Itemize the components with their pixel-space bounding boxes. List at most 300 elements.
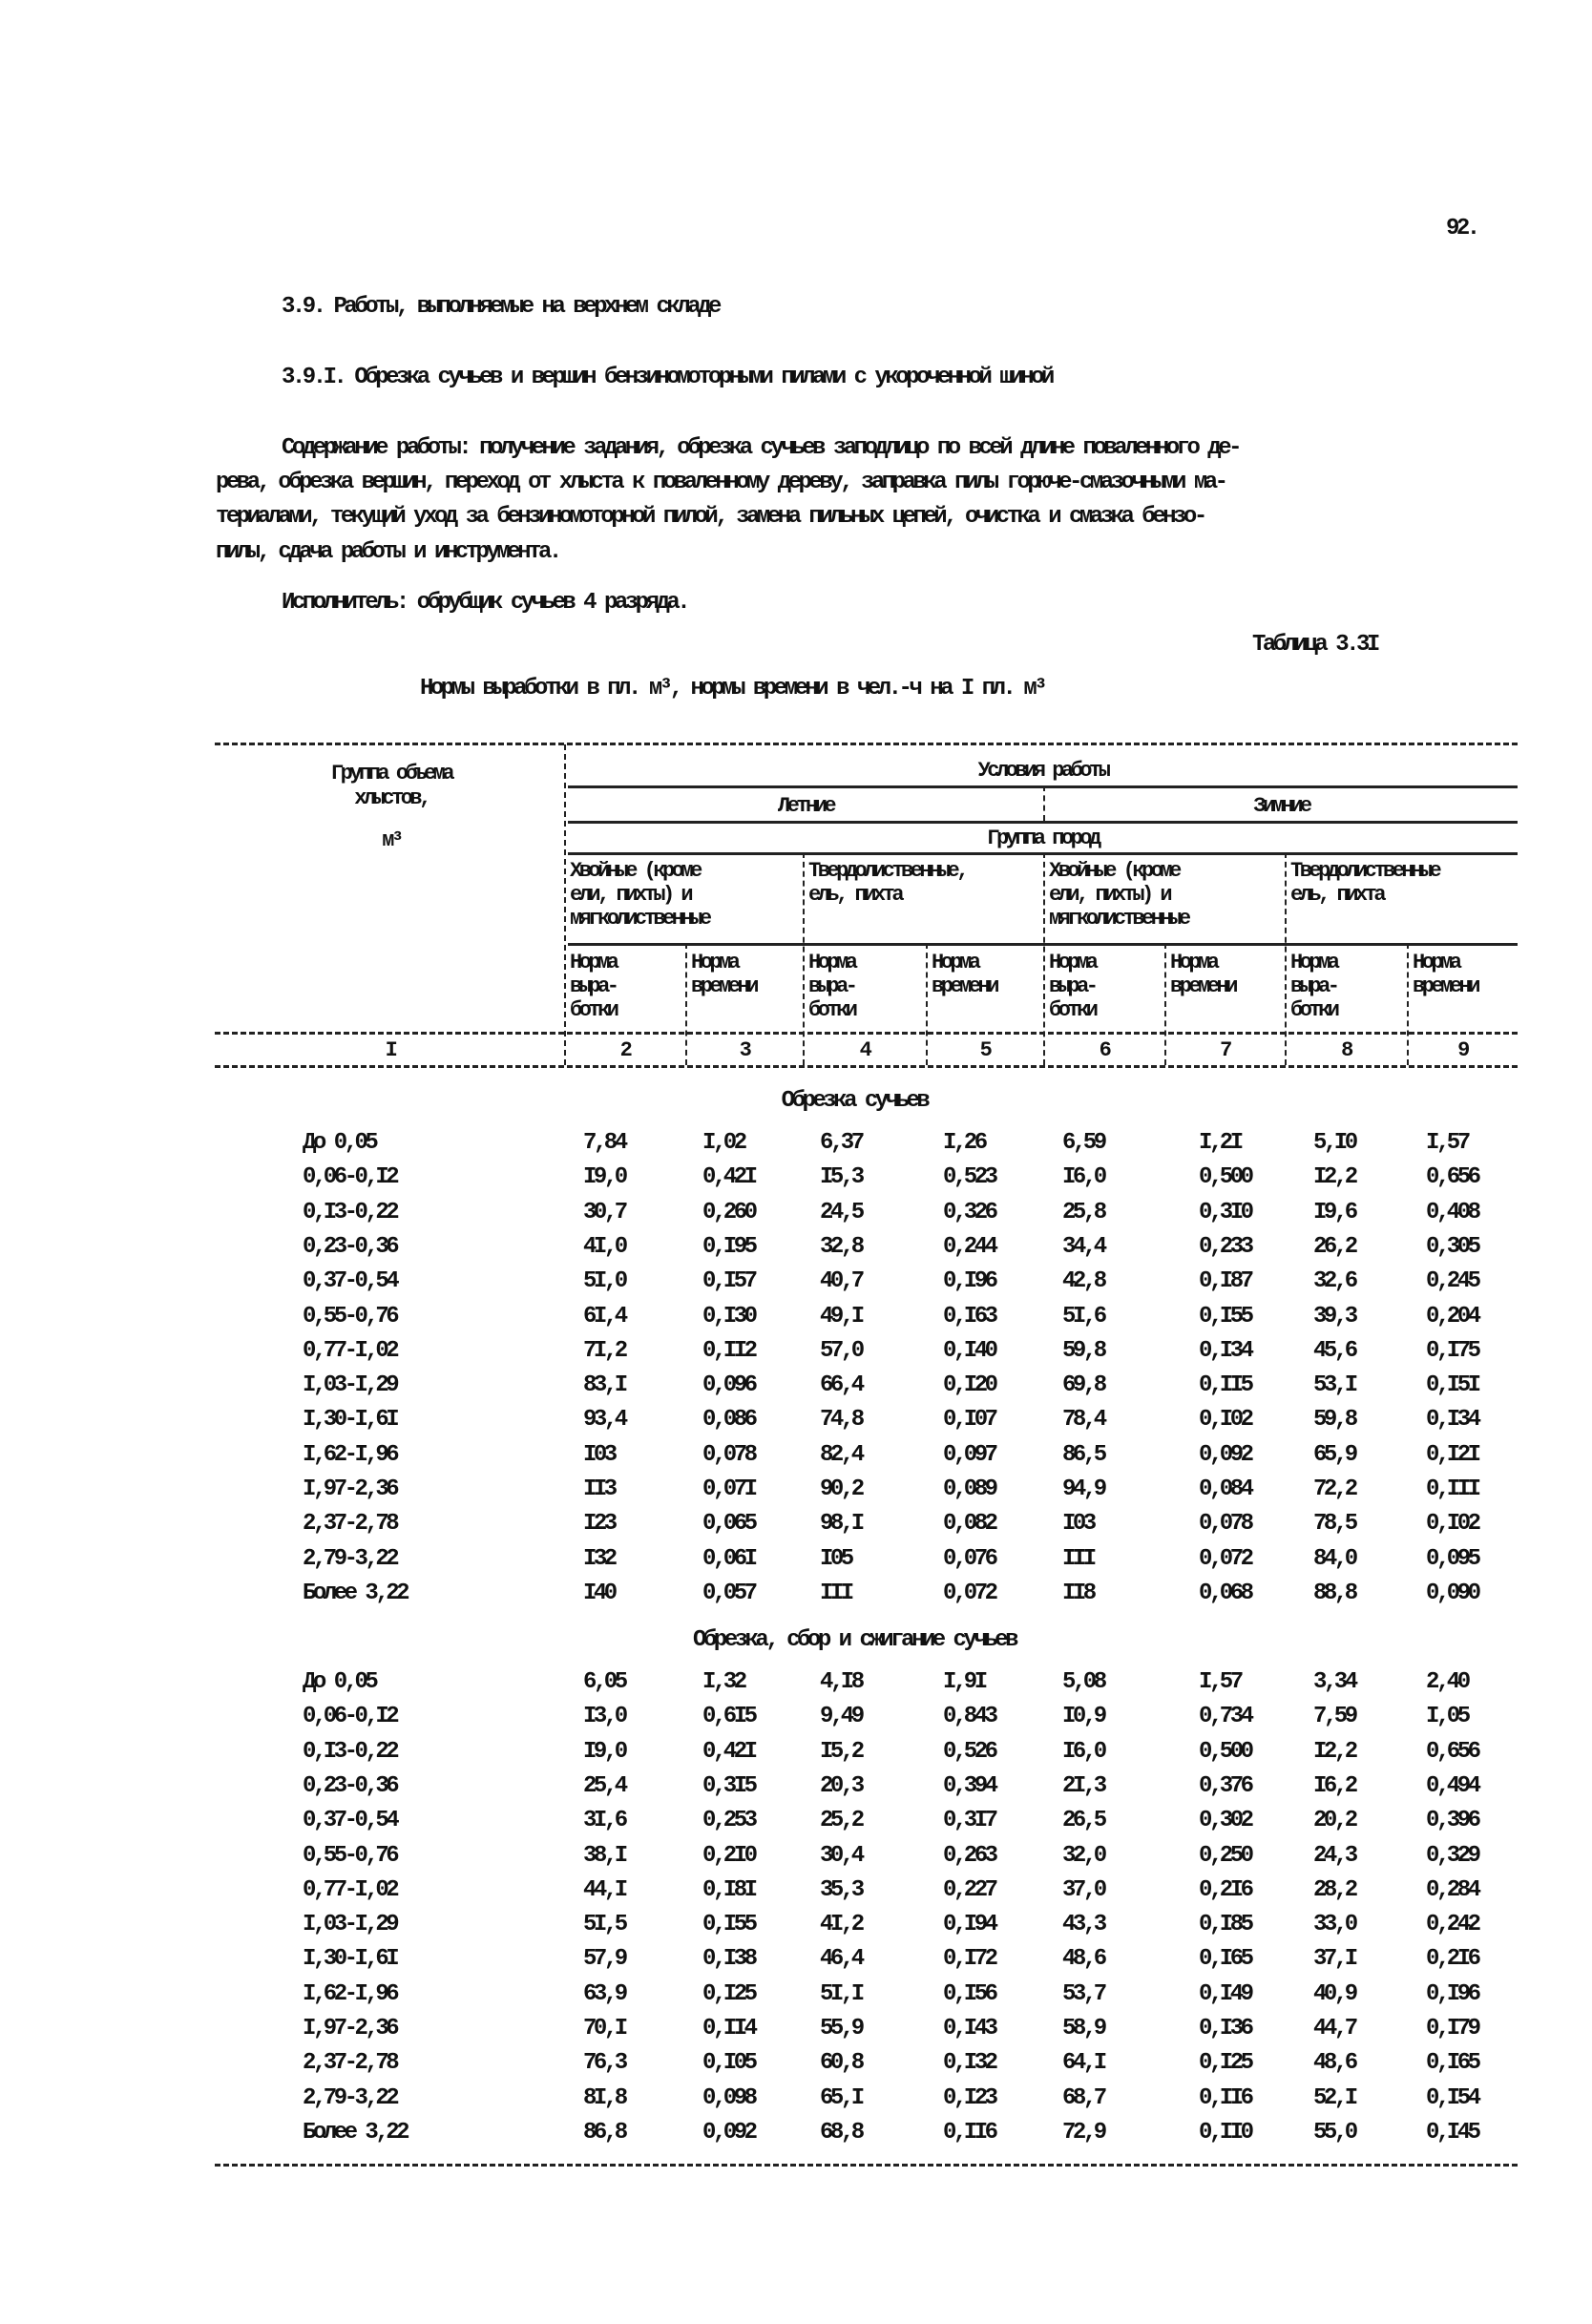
norm-output-header: Норма [570,951,617,974]
section-title: 3.9. Работы, выполняемые на верхнем складе [282,294,719,320]
value-cell: 0,I56 [943,1980,995,2007]
value-cell: 0,084 [1199,1476,1251,1502]
norm-output-header: ботки [808,998,855,1022]
value-cell: 0,089 [943,1476,995,1502]
group-volume-header: Группа объема [330,762,452,785]
column-number: 8 [1341,1038,1351,1062]
value-cell: 0,I75 [1426,1337,1478,1364]
value-cell: 0,I49 [1199,1980,1251,2007]
norm-time-header: времени [691,974,756,998]
value-cell: 26,5 [1062,1808,1104,1834]
volume-range-cell: 2,79-3,22 [303,2084,397,2111]
norm-time-header: Норма [691,951,738,974]
value-cell: 0,III [1426,1476,1478,1502]
value-cell: 0,I63 [943,1303,995,1329]
value-cell: I,9I [943,1669,985,1695]
value-cell: 0,097 [943,1441,995,1468]
value-cell: 32,6 [1313,1268,1355,1295]
value-cell: 72,9 [1062,2119,1104,2146]
value-cell: 57,9 [583,1946,625,1973]
value-cell: 0,I55 [1199,1303,1251,1329]
value-cell: I2,2 [1313,1738,1355,1765]
value-cell: 0,I94 [943,1912,995,1938]
group-volume-header: хлыстов, [354,786,429,810]
norm-time-header: Норма [932,951,978,974]
value-cell: I2,2 [1313,1164,1355,1191]
volume-range-cell: 2,37-2,78 [303,2050,397,2077]
value-cell: 65,9 [1313,1441,1355,1468]
value-cell: 93,4 [583,1407,625,1434]
value-cell: 76,3 [583,2050,625,2077]
value-cell: 30,4 [820,1842,862,1869]
value-cell: 69,8 [1062,1372,1104,1399]
value-cell: 0,3I0 [1199,1199,1251,1225]
value-cell: 0,I25 [702,1980,755,2007]
value-cell: I,57 [1199,1669,1241,1695]
value-cell: III [1062,1545,1094,1572]
value-cell: 0,I34 [1199,1337,1251,1364]
value-cell: 0,I34 [1426,1407,1478,1434]
norm-output-header: выра- [1049,974,1096,998]
value-cell: 39,3 [1313,1303,1355,1329]
value-cell: 0,I23 [943,2084,995,2111]
species-header: ели, пихты) и [570,883,691,907]
species-header: Твердолиственные [1290,859,1439,883]
value-cell: 0,3I7 [943,1808,995,1834]
value-cell: 26,2 [1313,1233,1355,1260]
value-cell: 37,I [1313,1946,1355,1973]
value-cell: 40,9 [1313,1980,1355,2007]
volume-range-cell: 0,77-I,02 [303,1337,397,1364]
volume-range-cell: 0,06-0,I2 [303,1704,397,1730]
value-cell: 0,082 [943,1511,995,1538]
value-cell: 8I,8 [583,2084,625,2111]
column-number: 9 [1457,1038,1467,1062]
section-heading: Обрезка, сбор и сжигание сучьев [693,1627,1016,1653]
value-cell: 0,305 [1426,1233,1478,1260]
volume-range-cell: 2,37-2,78 [303,1511,397,1538]
value-cell: 0,I05 [702,2050,755,2077]
value-cell: 4I,0 [583,1233,625,1260]
value-cell: 0,II4 [702,2016,755,2041]
value-cell: 0,I54 [1426,2084,1478,2111]
value-cell: 68,8 [820,2119,862,2146]
value-cell: 0,260 [702,1199,755,1225]
value-cell: 0,I02 [1426,1511,1478,1538]
value-cell: 35,3 [820,1876,862,1903]
value-cell: 0,I5I [1426,1372,1478,1399]
volume-range-cell: 0,55-0,76 [303,1842,397,1869]
value-cell: 0,I40 [943,1337,995,1364]
species-header: мягколиственные [1049,907,1188,931]
value-cell: 66,4 [820,1372,862,1399]
value-cell: 5I,0 [583,1268,625,1295]
value-cell: 5I,5 [583,1912,625,1938]
column-number: 3 [739,1038,749,1062]
value-cell: 0,I20 [943,1372,995,1399]
header-bottom-rule [215,1032,1518,1035]
value-cell: I03 [583,1441,615,1468]
volume-range-cell: 0,55-0,76 [303,1303,397,1329]
value-cell: 25,8 [1062,1199,1104,1225]
norm-output-header: выра- [1290,974,1337,998]
column-number: 2 [619,1038,630,1062]
volume-range-cell: 0,23-0,36 [303,1233,397,1260]
value-cell: 58,9 [1062,2016,1104,2041]
column-divider [1285,852,1287,1065]
volume-range-cell: Более 3,22 [303,1580,408,1606]
norm-time-header: времени [1170,974,1235,998]
value-cell: 74,8 [820,1407,862,1434]
value-cell: 0,057 [702,1580,755,1606]
value-cell: 64,I [1062,2050,1104,2077]
value-cell: 78,4 [1062,1407,1104,1434]
value-cell: 20,2 [1313,1808,1355,1834]
value-cell: 0,072 [943,1580,995,1606]
value-cell: 0,I45 [1426,2119,1478,2146]
value-cell: 24,5 [820,1199,862,1225]
value-cell: 0,302 [1199,1808,1251,1834]
volume-range-cell: Более 3,22 [303,2119,408,2146]
value-cell: 2I,3 [1062,1772,1104,1799]
norm-output-header: Норма [1049,951,1096,974]
value-cell: 0,734 [1199,1704,1251,1730]
value-cell: 98,I [820,1511,862,1538]
value-cell: 0,245 [1426,1268,1478,1295]
value-cell: 0,065 [702,1511,755,1538]
value-cell: 0,095 [1426,1545,1478,1572]
value-cell: 0,I25 [1199,2050,1251,2077]
value-cell: 53,7 [1062,1980,1104,2007]
norm-output-header: ботки [1290,998,1337,1022]
content-line: Содержание работы: получение задания, обрезка сучьев заподлицо по всей длине поваленного де- [282,435,1240,461]
value-cell: 0,376 [1199,1772,1251,1799]
value-cell: 25,4 [583,1772,625,1799]
value-cell: I03 [1062,1511,1094,1538]
value-cell: 0,I57 [702,1268,755,1295]
value-cell: I6,2 [1313,1772,1355,1799]
value-cell: 5I,I [820,1980,862,2007]
value-cell: 32,8 [820,1233,862,1260]
species-header: ель, пихта [1290,883,1384,907]
executor-line: Исполнитель: обрубщик сучьев 4 разряда. [282,590,688,616]
volume-range-cell: 2,79-3,22 [303,1545,397,1572]
value-cell: 20,3 [820,1772,862,1799]
norm-output-header: Норма [808,951,855,974]
species-group-header: Группа пород [987,827,1099,850]
value-cell: 0,I65 [1426,2050,1478,2077]
value-cell: 0,090 [1426,1580,1478,1606]
content-line: пилы, сдача работы и инструмента. [216,539,559,565]
value-cell: 37,0 [1062,1876,1104,1903]
value-cell: I6,0 [1062,1164,1104,1191]
value-cell: I3,0 [583,1704,625,1730]
species-header: Хвойные (кроме [570,859,700,883]
value-cell: 34,4 [1062,1233,1104,1260]
value-cell: 0,227 [943,1876,995,1903]
value-cell: I0,9 [1062,1704,1104,1730]
value-cell: 4I,2 [820,1912,862,1938]
value-cell: 38,I [583,1842,625,1869]
value-cell: 0,I72 [943,1946,995,1973]
value-cell: 59,8 [1313,1407,1355,1434]
column-number: 5 [979,1038,990,1062]
value-cell: 0,078 [1199,1511,1251,1538]
value-cell: 0,II2 [702,1337,755,1364]
value-cell: 0,263 [943,1842,995,1869]
value-cell: 0,396 [1426,1808,1478,1834]
value-cell: 70,I [583,2016,625,2041]
group-volume-unit: м³ [382,828,401,852]
content-line: рева, обрезка вершин, переход от хлыста к поваленному дереву, заправка пилы горюче-смазочными ма- [216,470,1225,495]
value-cell: 48,6 [1062,1946,1104,1973]
volume-range-cell: До 0,05 [303,1669,376,1695]
page-number: 92. [1446,216,1477,241]
value-cell: I05 [820,1545,851,1572]
value-cell: 5I,6 [1062,1303,1104,1329]
value-cell: 0,284 [1426,1876,1478,1903]
value-cell: I,02 [702,1130,744,1156]
value-cell: 72,2 [1313,1476,1355,1502]
volume-range-cell: 0,23-0,36 [303,1772,397,1799]
value-cell: 7,59 [1313,1704,1355,1730]
value-cell: 52,I [1313,2084,1355,2111]
value-cell: 24,3 [1313,1842,1355,1869]
value-cell: I9,0 [583,1738,625,1765]
volume-range-cell: 0,I3-0,22 [303,1738,397,1765]
value-cell: 0,098 [702,2084,755,2111]
column-divider [564,744,566,1065]
value-cell: 0,I07 [943,1407,995,1434]
value-cell: 0,I65 [1199,1946,1251,1973]
value-cell: 2,40 [1426,1669,1468,1695]
value-cell: 88,8 [1313,1580,1355,1606]
value-cell: 0,I55 [702,1912,755,1938]
value-cell: 82,4 [820,1441,862,1468]
value-cell: 48,6 [1313,2050,1355,2077]
value-cell: 84,0 [1313,1545,1355,1572]
column-number: I [385,1038,395,1062]
norm-time-header: времени [932,974,996,998]
section-heading: Обрезка сучьев [781,1088,928,1114]
volume-range-cell: 0,I3-0,22 [303,1199,397,1225]
value-cell: 5,08 [1062,1669,1104,1695]
value-cell: 0,I38 [702,1946,755,1973]
value-cell: 0,I96 [1426,1980,1478,2007]
value-cell: 0,2I6 [1426,1946,1478,1973]
column-number: 6 [1099,1038,1109,1062]
value-cell: 0,072 [1199,1545,1251,1572]
value-cell: I,2I [1199,1130,1241,1156]
value-cell: I6,0 [1062,1738,1104,1765]
value-cell: 3I,6 [583,1808,625,1834]
table-bottom-rule [215,2164,1518,2167]
table-title: Нормы выработки в пл. м³, нормы времени в чел.-ч на I пл. м³ [420,676,1045,701]
value-cell: 6,37 [820,1130,862,1156]
value-cell: 94,9 [1062,1476,1104,1502]
value-cell: I23 [583,1511,615,1538]
value-cell: 4,I8 [820,1669,862,1695]
volume-range-cell: 0,06-0,I2 [303,1164,397,1191]
value-cell: 0,523 [943,1164,995,1191]
value-cell: 28,2 [1313,1876,1355,1903]
value-cell: II3 [583,1476,615,1502]
header-rule [568,821,1518,824]
species-header: ели, пихты) и [1049,883,1170,907]
value-cell: 0,326 [943,1199,995,1225]
value-cell: 90,2 [820,1476,862,1502]
value-cell: 40,7 [820,1268,862,1295]
value-cell: 0,I43 [943,2016,995,2041]
value-cell: 0,233 [1199,1233,1251,1260]
value-cell: 0,329 [1426,1842,1478,1869]
value-cell: 0,500 [1199,1164,1251,1191]
value-cell: I,26 [943,1130,985,1156]
value-cell: 45,6 [1313,1337,1355,1364]
value-cell: 0,42I [702,1164,755,1191]
value-cell: 57,0 [820,1337,862,1364]
value-cell: 44,I [583,1876,625,1903]
value-cell: 78,5 [1313,1511,1355,1538]
value-cell: I32 [583,1545,615,1572]
value-cell: 0,I87 [1199,1268,1251,1295]
value-cell: 0,253 [702,1808,755,1834]
value-cell: 0,086 [702,1407,755,1434]
value-cell: 0,II6 [1199,2084,1251,2111]
value-cell: 0,204 [1426,1303,1478,1329]
value-cell: 55,0 [1313,2119,1355,2146]
value-cell: 9,49 [820,1704,862,1730]
value-cell: 0,06I [702,1545,755,1572]
value-cell: 68,7 [1062,2084,1104,2111]
value-cell: 0,2I6 [1199,1876,1251,1903]
value-cell: 6I,4 [583,1303,625,1329]
value-cell: 0,092 [702,2119,755,2146]
norm-time-header: Норма [1170,951,1217,974]
content-line: териалами, текущий уход за бензиномоторной пилой, замена пильных цепей, очистка и смазка бензо- [216,504,1204,530]
volume-range-cell: I,03-I,29 [303,1372,397,1399]
volume-range-cell: I,97-2,36 [303,2016,397,2041]
value-cell: III [820,1580,851,1606]
value-cell: 0,I79 [1426,2016,1478,2041]
norm-output-header: ботки [1049,998,1096,1022]
column-number: 4 [859,1038,869,1062]
value-cell: 0,I02 [1199,1407,1251,1434]
value-cell: I9,6 [1313,1199,1355,1225]
value-cell: 0,II6 [943,2119,995,2146]
norm-output-header: выра- [808,974,855,998]
volume-range-cell: I,03-I,29 [303,1912,397,1938]
value-cell: I5,2 [820,1738,862,1765]
value-cell: 33,0 [1313,1912,1355,1938]
value-cell: 3,34 [1313,1669,1355,1695]
value-cell: I,57 [1426,1130,1468,1156]
value-cell: 49,I [820,1303,862,1329]
value-cell: 0,076 [943,1545,995,1572]
volume-range-cell: I,62-I,96 [303,1441,397,1468]
column-numbers-rule [215,1065,1518,1068]
value-cell: 30,7 [583,1199,625,1225]
volume-range-cell: I,30-I,6I [303,1407,397,1434]
column-number: 7 [1220,1038,1229,1062]
value-cell: 0,408 [1426,1199,1478,1225]
value-cell: 0,526 [943,1738,995,1765]
value-cell: 0,494 [1426,1772,1478,1799]
table-top-rule [215,743,1518,745]
winter-header: Зимние [1253,794,1309,818]
value-cell: 0,096 [702,1372,755,1399]
value-cell: 0,394 [943,1772,995,1799]
subsection-title: 3.9.I. Обрезка сучьев и вершин бензиномоторными пилами с укороченной шиной [282,365,1052,390]
norm-output-header: ботки [570,998,617,1022]
value-cell: 0,242 [1426,1912,1478,1938]
value-cell: 44,7 [1313,2016,1355,2041]
value-cell: I,05 [1426,1704,1468,1730]
value-cell: 6,05 [583,1669,625,1695]
value-cell: 0,3I5 [702,1772,755,1799]
value-cell: 0,6I5 [702,1704,755,1730]
value-cell: 0,656 [1426,1164,1478,1191]
value-cell: 5,I0 [1313,1130,1355,1156]
value-cell: II8 [1062,1580,1094,1606]
value-cell: 86,5 [1062,1441,1104,1468]
volume-range-cell: 0,37-0,54 [303,1268,397,1295]
value-cell: 25,2 [820,1808,862,1834]
value-cell: 0,2I0 [702,1842,755,1869]
species-header: Хвойные (кроме [1049,859,1179,883]
value-cell: 83,I [583,1372,625,1399]
volume-range-cell: I,62-I,96 [303,1980,397,2007]
value-cell: 0,42I [702,1738,755,1765]
value-cell: 86,8 [583,2119,625,2146]
value-cell: 0,07I [702,1476,755,1502]
value-cell: 0,II0 [1199,2119,1251,2146]
value-cell: 0,250 [1199,1842,1251,1869]
value-cell: 0,II5 [1199,1372,1251,1399]
value-cell: 0,I96 [943,1268,995,1295]
volume-range-cell: I,97-2,36 [303,1476,397,1502]
value-cell: 0,I30 [702,1303,755,1329]
value-cell: 0,078 [702,1441,755,1468]
value-cell: 0,092 [1199,1441,1251,1468]
value-cell: 59,8 [1062,1337,1104,1364]
volume-range-cell: I,30-I,6I [303,1946,397,1973]
value-cell: 0,I8I [702,1876,755,1903]
species-header: мягколиственные [570,907,709,931]
value-cell: 63,9 [583,1980,625,2007]
work-conditions-header: Условия работы [977,759,1108,783]
value-cell: 0,I85 [1199,1912,1251,1938]
value-cell: 0,I32 [943,2050,995,2077]
norm-output-header: выра- [570,974,617,998]
value-cell: I9,0 [583,1164,625,1191]
value-cell: 7,84 [583,1130,625,1156]
value-cell: 0,068 [1199,1580,1251,1606]
volume-range-cell: 0,77-I,02 [303,1876,397,1903]
value-cell: 0,I2I [1426,1441,1478,1468]
value-cell: 0,244 [943,1233,995,1260]
value-cell: 32,0 [1062,1842,1104,1869]
volume-range-cell: До 0,05 [303,1130,376,1156]
value-cell: 0,843 [943,1704,995,1730]
column-divider [1043,852,1045,1065]
norm-time-header: времени [1413,974,1477,998]
column-divider [803,852,805,1065]
value-cell: I5,3 [820,1164,862,1191]
value-cell: 60,8 [820,2050,862,2077]
norm-output-header: Норма [1290,951,1337,974]
table-label: Таблица 3.3I [1252,632,1377,658]
